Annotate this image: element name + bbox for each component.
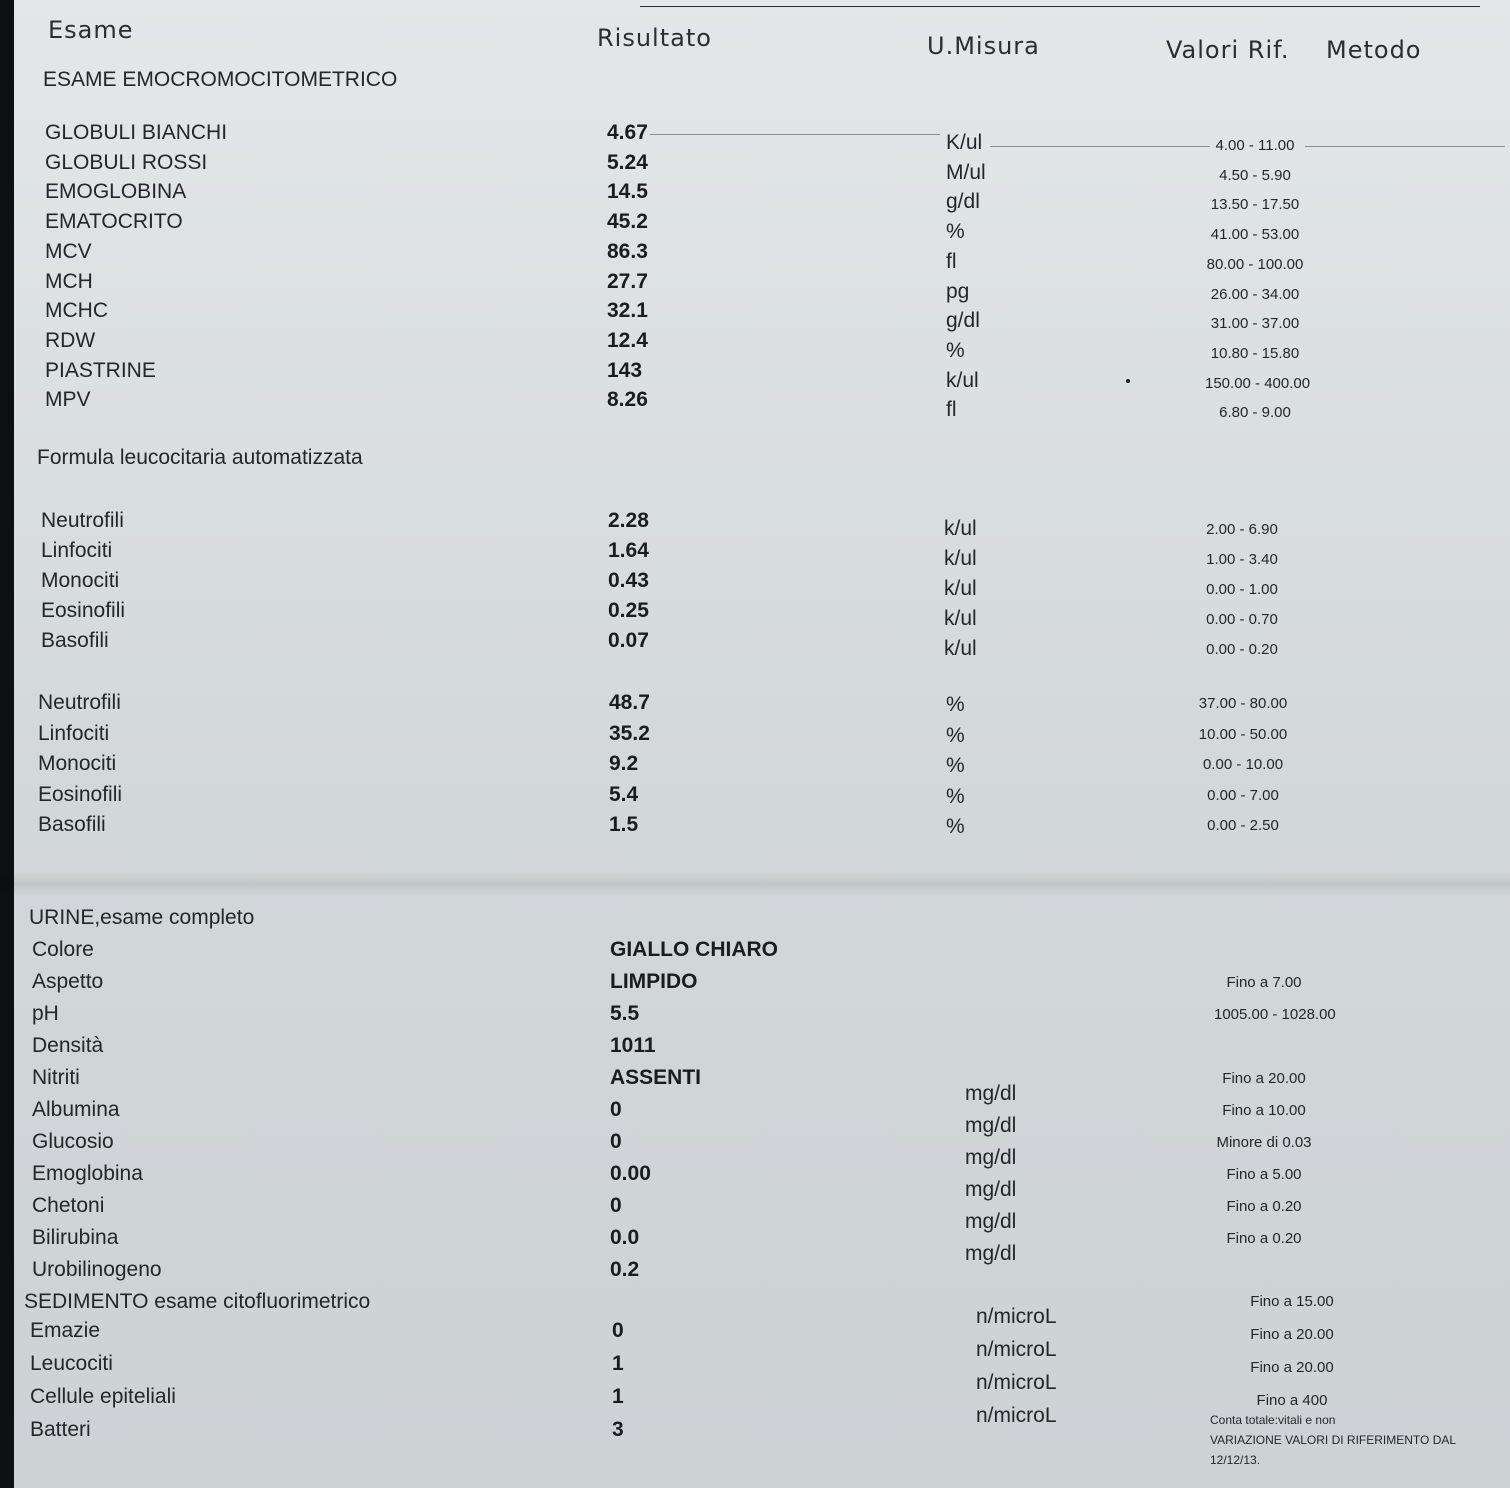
test-unit: % [946, 220, 965, 244]
test-reference: 0.00 - 7.00 [1207, 786, 1279, 804]
test-reference: 6.80 - 9.00 [1219, 404, 1291, 422]
dotted-guide [990, 146, 1210, 147]
test-reference: 37.00 - 80.00 [1198, 695, 1288, 712]
test-reference: Fino a 7.00 [1226, 974, 1302, 991]
test-result: 1 [612, 1385, 624, 1408]
test-unit: % [946, 815, 965, 838]
test-name: RDW [45, 328, 96, 352]
test-name: GLOBULI ROSSI [45, 150, 208, 174]
test-unit: fl [946, 398, 957, 422]
test-name: Aspetto [32, 970, 104, 993]
test-reference: 10.00 - 50.00 [1198, 725, 1288, 743]
test-result: 5.24 [607, 150, 648, 174]
test-unit: % [946, 723, 965, 747]
test-reference: 1.00 - 3.40 [1206, 551, 1278, 568]
test-name: Emoglobina [32, 1162, 143, 1185]
test-unit: k/ul [944, 607, 977, 630]
section-emocromo: ESAME EMOCROMOCITOMETRICO [43, 68, 398, 91]
test-name: MPV [45, 388, 91, 412]
test-reference: Fino a 20.00 [1222, 1070, 1306, 1087]
header-metodo: Metodo [1326, 36, 1422, 64]
test-name: Densità [32, 1034, 104, 1057]
test-reference: Fino a 20.00 [1250, 1326, 1334, 1343]
test-name: Cellule epiteliali [30, 1385, 176, 1408]
table-row [0, 599, 1510, 629]
test-name: EMOGLOBINA [45, 180, 187, 204]
test-result: ASSENTI [610, 1066, 702, 1089]
test-unit: fl [946, 249, 957, 273]
test-result: 0.43 [608, 569, 649, 592]
test-unit: g/dl [946, 190, 980, 214]
footnote [1210, 1410, 1490, 1470]
test-reference: Fino a 0.20 [1226, 1198, 1302, 1215]
test-unit: pg [946, 279, 970, 303]
test-result: 0 [610, 1130, 622, 1153]
test-unit: % [946, 784, 965, 808]
test-result: 14.5 [607, 180, 648, 204]
test-name: Linfociti [38, 721, 110, 745]
table-row [0, 328, 1510, 362]
table-row [0, 269, 1510, 303]
table-row [0, 509, 1510, 539]
header-valori: Valori Rif. [1166, 36, 1290, 64]
test-result: 86.3 [607, 239, 648, 263]
table-row [0, 239, 1510, 273]
test-unit: % [946, 693, 965, 716]
test-name: Monociti [38, 752, 117, 775]
test-reference: 4.00 - 11.00 [1215, 137, 1295, 154]
test-result: 27.7 [607, 269, 648, 293]
table-row [0, 180, 1510, 214]
test-result: 35.2 [609, 721, 650, 745]
test-name: Eosinofili [38, 782, 123, 806]
test-reference: Fino a 400 [1256, 1392, 1328, 1409]
test-name: Neutrofili [38, 691, 121, 714]
header-esame: Esame [48, 16, 134, 44]
test-result: 0.07 [608, 629, 649, 652]
section-urine: URINE,esame completo [29, 906, 255, 929]
test-reference: Fino a 10.00 [1222, 1102, 1306, 1119]
footnote-line3: 12/12/13. [1210, 1453, 1261, 1467]
test-name: Neutrofili [41, 509, 124, 532]
test-reference: 150.00 - 400.00 [1205, 374, 1311, 392]
test-name: Nitriti [32, 1066, 80, 1089]
test-name: PIASTRINE [45, 358, 156, 382]
test-result: 1011 [610, 1034, 656, 1057]
table-row [0, 783, 1510, 813]
test-unit: mg/dl [965, 1210, 1017, 1233]
table-row [0, 299, 1510, 333]
test-result: 0.2 [610, 1258, 640, 1281]
test-reference: Minore di 0.03 [1216, 1134, 1312, 1151]
test-name: EMATOCRITO [45, 210, 183, 234]
test-name: Leucociti [30, 1352, 113, 1375]
test-unit: k/ul [944, 637, 977, 660]
table-row [0, 210, 1510, 244]
test-name: MCH [45, 269, 93, 293]
test-unit: mg/dl [965, 1114, 1017, 1137]
test-name: Basofili [38, 813, 106, 836]
test-result: 0.00 [610, 1162, 651, 1185]
header-unita: U.Misura [927, 32, 1040, 60]
test-result: 9.2 [609, 752, 639, 775]
test-result: 45.2 [607, 210, 648, 234]
table-row [0, 358, 1510, 392]
test-name: GLOBULI BIANCHI [45, 121, 228, 144]
table-row [0, 813, 1510, 843]
test-name: Glucosio [32, 1130, 114, 1153]
test-result: 0 [610, 1098, 622, 1121]
test-reference: 13.50 - 17.50 [1210, 196, 1300, 214]
test-name: pH [32, 1002, 59, 1025]
test-result: 3 [612, 1418, 624, 1441]
test-name: MCHC [45, 299, 108, 323]
table-row [0, 121, 1510, 154]
test-reference: 0.00 - 0.70 [1206, 611, 1278, 628]
test-reference: 2.00 - 6.90 [1206, 521, 1278, 538]
test-result: 1.5 [609, 813, 639, 836]
test-reference: 0.00 - 2.50 [1207, 817, 1279, 834]
test-reference: 31.00 - 37.00 [1210, 315, 1300, 333]
test-name: Bilirubina [32, 1226, 119, 1249]
test-name: Urobilinogeno [32, 1258, 162, 1281]
test-reference: Fino a 20.00 [1250, 1359, 1334, 1376]
test-result: 143 [607, 358, 643, 382]
top-rule [640, 6, 1480, 7]
test-name: Linfociti [41, 539, 113, 562]
table-row [0, 722, 1510, 752]
test-name: Monociti [41, 569, 120, 592]
test-result: 1.64 [608, 539, 649, 562]
table-row [0, 691, 1510, 721]
section-sedimento: SEDIMENTO esame citofluorimetrico [24, 1290, 371, 1313]
test-unit: k/ul [944, 517, 977, 540]
out-of-range-marker [1126, 379, 1130, 383]
test-result: 1 [612, 1352, 624, 1375]
test-unit: mg/dl [965, 1178, 1017, 1201]
footnote-line2: VARIAZIONE VALORI DI RIFERIMENTO DAL [1210, 1433, 1457, 1447]
test-unit: n/microL [976, 1338, 1057, 1361]
test-result: LIMPIDO [610, 970, 698, 993]
test-result: 48.7 [609, 691, 650, 714]
test-result: GIALLO CHIARO [610, 938, 778, 961]
test-reference: 10.80 - 15.80 [1210, 344, 1300, 362]
table-row [0, 938, 1510, 968]
test-unit: n/microL [976, 1404, 1057, 1427]
table-row [0, 150, 1510, 184]
test-name: Albumina [32, 1098, 120, 1121]
test-result: 4.67 [607, 121, 648, 144]
dotted-guide [1305, 146, 1505, 147]
test-unit: k/ul [944, 577, 977, 600]
test-reference: 0.00 - 1.00 [1206, 581, 1278, 598]
test-reference: Fino a 5.00 [1226, 1166, 1302, 1183]
test-unit: % [946, 338, 965, 362]
test-unit: mg/dl [965, 1146, 1017, 1169]
test-reference: 26.00 - 34.00 [1210, 285, 1300, 303]
table-row [0, 388, 1510, 422]
test-unit: k/ul [946, 368, 979, 392]
test-name: Basofili [41, 629, 109, 652]
footnote-line1: Conta totale:vitali e non [1210, 1413, 1336, 1427]
test-result: 5.5 [610, 1002, 640, 1025]
test-reference: 80.00 - 100.00 [1206, 255, 1304, 273]
test-unit: g/dl [946, 309, 980, 333]
test-name: Chetoni [32, 1194, 105, 1217]
test-result: 2.28 [608, 509, 649, 532]
header-risultato: Risultato [597, 24, 712, 52]
test-reference: 4.50 - 5.90 [1219, 166, 1291, 184]
dotted-guide [650, 134, 940, 135]
test-reference: 41.00 - 53.00 [1210, 226, 1300, 244]
test-result: 8.26 [607, 388, 648, 412]
test-reference: Fino a 15.00 [1250, 1293, 1334, 1310]
test-result: 12.4 [607, 328, 648, 352]
test-reference: 0.00 - 0.20 [1206, 641, 1278, 658]
test-name: MCV [45, 239, 92, 263]
table-row [0, 569, 1510, 599]
test-reference: 1005.00 - 1028.00 [1214, 1006, 1336, 1023]
test-result: 0.0 [610, 1226, 640, 1249]
test-unit: mg/dl [965, 1082, 1017, 1105]
test-unit: K/ul [946, 131, 983, 154]
section-formula: Formula leucocitaria automatizzata [37, 446, 363, 469]
test-result: 5.4 [609, 782, 639, 806]
test-result: 0 [612, 1319, 624, 1342]
test-result: 0 [610, 1194, 622, 1217]
table-row [0, 752, 1510, 782]
test-reference: Fino a 0.20 [1226, 1230, 1302, 1247]
test-unit: mg/dl [965, 1242, 1017, 1265]
test-result: 32.1 [607, 299, 648, 323]
test-name: Emazie [30, 1319, 101, 1342]
test-unit: M/ul [946, 160, 986, 184]
test-unit: n/microL [976, 1305, 1057, 1328]
test-name: Batteri [30, 1418, 91, 1441]
test-unit: % [946, 754, 965, 777]
test-name: Colore [32, 938, 94, 961]
paper-fold [0, 872, 1510, 896]
test-unit: n/microL [976, 1371, 1057, 1394]
table-row [0, 629, 1510, 659]
table-row [0, 539, 1510, 569]
test-unit: k/ul [944, 547, 977, 570]
test-result: 0.25 [608, 599, 649, 622]
test-name: Eosinofili [41, 599, 126, 622]
test-reference: 0.00 - 10.00 [1202, 756, 1284, 773]
